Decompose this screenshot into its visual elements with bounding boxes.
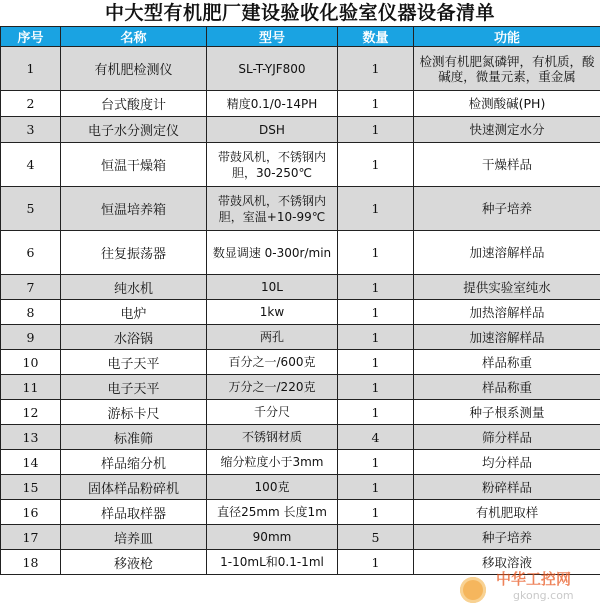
table-row <box>1 300 600 325</box>
table-row <box>1 500 600 525</box>
equipment-table <box>0 26 600 575</box>
watermark-logo <box>458 567 598 609</box>
cell-model: 10L <box>207 275 338 300</box>
cell-name: 台式酸度计 <box>61 91 207 117</box>
cell-model: 数显调速 0-300r/min <box>207 231 338 275</box>
cell-model: 1kw <box>207 300 338 325</box>
cell-function: 快速测定水分 <box>414 117 600 143</box>
cell-function: 筛分样品 <box>414 425 600 450</box>
cell-quantity: 1 <box>338 450 414 475</box>
cell-index: 2 <box>1 91 61 117</box>
cell-index: 15 <box>1 475 61 500</box>
cell-quantity: 1 <box>338 350 414 375</box>
table-row <box>1 143 600 187</box>
cell-index: 7 <box>1 275 61 300</box>
watermark-url: gkong.com <box>513 589 574 602</box>
cell-function: 检测酸碱(PH) <box>414 91 600 117</box>
cell-quantity: 1 <box>338 325 414 350</box>
cell-function: 样品称重 <box>414 350 600 375</box>
cell-quantity: 1 <box>338 400 414 425</box>
cell-name: 有机肥检测仪 <box>61 47 207 91</box>
cell-index: 14 <box>1 450 61 475</box>
cell-model: 直径25mm 长度1m <box>207 500 338 525</box>
cell-function: 均分样品 <box>414 450 600 475</box>
watermark-text: 中华工控网 <box>496 570 572 588</box>
table-row <box>1 275 600 300</box>
cell-index: 12 <box>1 400 61 425</box>
gear-icon <box>460 577 486 603</box>
cell-model: 两孔 <box>207 325 338 350</box>
cell-quantity: 4 <box>338 425 414 450</box>
cell-function: 加速溶解样品 <box>414 325 600 350</box>
cell-function: 移取溶液 <box>414 550 600 575</box>
cell-model: 不锈钢材质 <box>207 425 338 450</box>
cell-index: 5 <box>1 187 61 231</box>
cell-quantity: 1 <box>338 187 414 231</box>
cell-quantity: 1 <box>338 275 414 300</box>
cell-index: 16 <box>1 500 61 525</box>
cell-quantity: 1 <box>338 475 414 500</box>
table-row <box>1 475 600 500</box>
cell-function: 种子培养 <box>414 525 600 550</box>
cell-quantity: 5 <box>338 525 414 550</box>
cell-model: SL-T-YJF800 <box>207 47 338 91</box>
cell-model: 百分之一/600克 <box>207 350 338 375</box>
table-row <box>1 325 600 350</box>
cell-quantity: 1 <box>338 117 414 143</box>
table-row <box>1 425 600 450</box>
cell-model: 缩分粒度小于3mm <box>207 450 338 475</box>
table-row <box>1 350 600 375</box>
cell-model: 带鼓风机，不锈钢内胆，30-250℃ <box>207 143 338 187</box>
cell-name: 电子水分测定仪 <box>61 117 207 143</box>
cell-name: 培养皿 <box>61 525 207 550</box>
cell-name: 游标卡尺 <box>61 400 207 425</box>
cell-name: 移液枪 <box>61 550 207 575</box>
cell-index: 11 <box>1 375 61 400</box>
cell-name: 标准筛 <box>61 425 207 450</box>
cell-function: 粉碎样品 <box>414 475 600 500</box>
cell-name: 恒温干燥箱 <box>61 143 207 187</box>
cell-function: 种子根系测量 <box>414 400 600 425</box>
cell-function: 加热溶解样品 <box>414 300 600 325</box>
column-header-function: 功能 <box>414 27 600 47</box>
column-header-name: 名称 <box>61 27 207 47</box>
cell-model: DSH <box>207 117 338 143</box>
cell-model: 带鼓风机，不锈钢内胆，室温+10-99℃ <box>207 187 338 231</box>
table-row <box>1 117 600 143</box>
table-row <box>1 400 600 425</box>
cell-index: 1 <box>1 47 61 91</box>
table-row <box>1 187 600 231</box>
cell-model: 精度0.1/0-14PH <box>207 91 338 117</box>
cell-function: 提供实验室纯水 <box>414 275 600 300</box>
cell-model: 90mm <box>207 525 338 550</box>
cell-name: 往复振荡器 <box>61 231 207 275</box>
cell-index: 8 <box>1 300 61 325</box>
column-header-index: 序号 <box>1 27 61 47</box>
cell-function: 种子培养 <box>414 187 600 231</box>
cell-quantity: 1 <box>338 550 414 575</box>
cell-model: 万分之一/220克 <box>207 375 338 400</box>
cell-quantity: 1 <box>338 300 414 325</box>
column-header-model: 型号 <box>207 27 338 47</box>
cell-index: 3 <box>1 117 61 143</box>
cell-quantity: 1 <box>338 143 414 187</box>
cell-name: 纯水机 <box>61 275 207 300</box>
cell-function: 有机肥取样 <box>414 500 600 525</box>
cell-function: 加速溶解样品 <box>414 231 600 275</box>
cell-name: 恒温培养箱 <box>61 187 207 231</box>
table-row <box>1 91 600 117</box>
cell-name: 样品缩分机 <box>61 450 207 475</box>
cell-index: 18 <box>1 550 61 575</box>
cell-index: 4 <box>1 143 61 187</box>
table-row <box>1 47 600 91</box>
table-row <box>1 450 600 475</box>
cell-index: 9 <box>1 325 61 350</box>
cell-index: 13 <box>1 425 61 450</box>
cell-model: 100克 <box>207 475 338 500</box>
cell-function: 干燥样品 <box>414 143 600 187</box>
cell-index: 10 <box>1 350 61 375</box>
cell-name: 水浴锅 <box>61 325 207 350</box>
cell-name: 样品取样器 <box>61 500 207 525</box>
cell-quantity: 1 <box>338 231 414 275</box>
cell-quantity: 1 <box>338 47 414 91</box>
cell-quantity: 1 <box>338 91 414 117</box>
cell-quantity: 1 <box>338 500 414 525</box>
table-row <box>1 375 600 400</box>
table-row <box>1 525 600 550</box>
cell-model: 千分尺 <box>207 400 338 425</box>
cell-model: 1-10mL和0.1-1ml <box>207 550 338 575</box>
cell-name: 电炉 <box>61 300 207 325</box>
cell-name: 固体样品粉碎机 <box>61 475 207 500</box>
table-header-row <box>1 27 600 47</box>
cell-quantity: 1 <box>338 375 414 400</box>
cell-name: 电子天平 <box>61 375 207 400</box>
cell-index: 6 <box>1 231 61 275</box>
cell-index: 17 <box>1 525 61 550</box>
table-row <box>1 231 600 275</box>
cell-function: 检测有机肥氮磷钾，有机质，酸碱度，微量元素，重金属 <box>414 47 600 91</box>
page-title: 中大型有机肥厂建设验收化验室仪器设备清单 <box>104 2 495 24</box>
cell-name: 电子天平 <box>61 350 207 375</box>
cell-function: 样品称重 <box>414 375 600 400</box>
column-header-quantity: 数量 <box>338 27 414 47</box>
